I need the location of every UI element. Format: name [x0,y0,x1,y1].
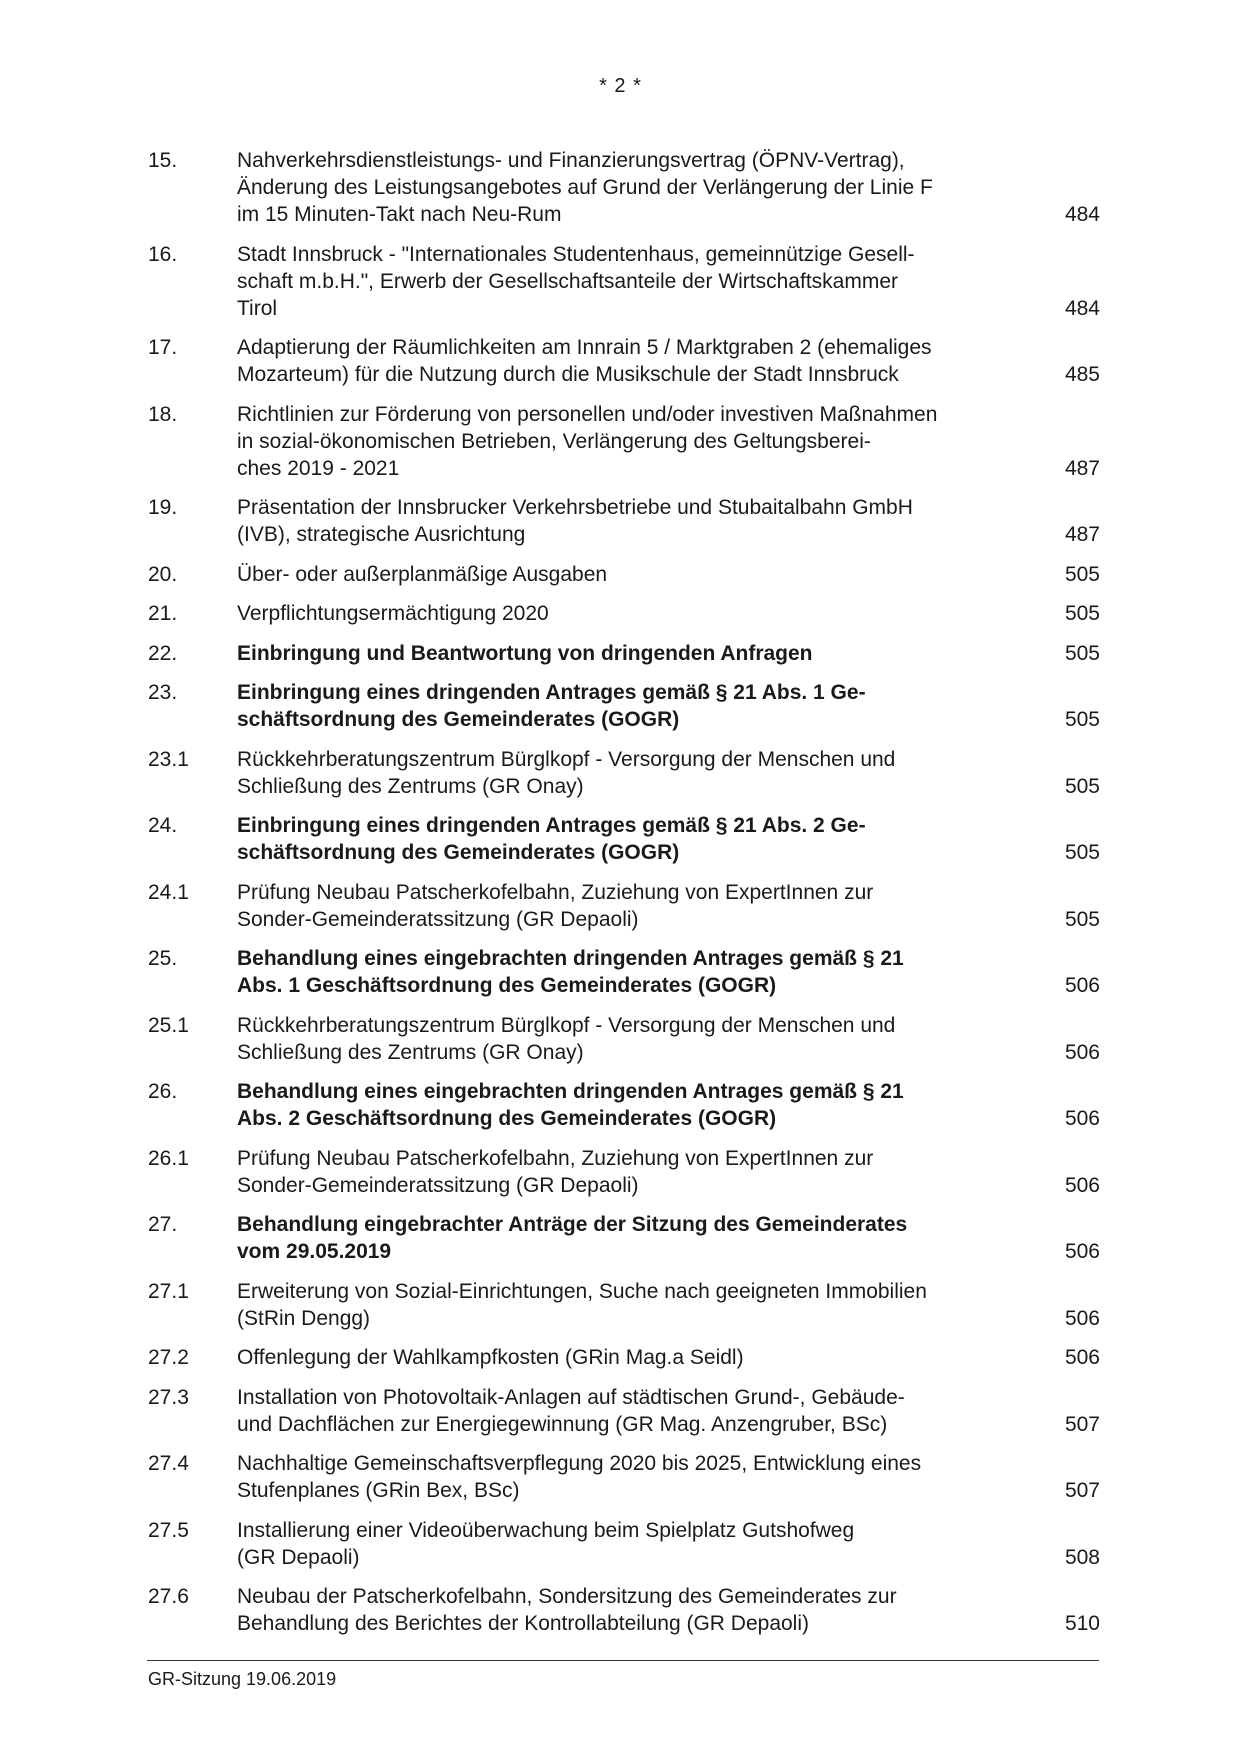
toc-entry-page: 487 [1064,523,1100,546]
toc-entry-page: 506 [1064,1173,1100,1197]
toc-entry-title [237,746,1017,800]
toc-entry-page: 505 [1064,774,1100,798]
toc-entry-title-line: Rückkehrberatungszentrum Bürglkopf - Versorgung der Menschen und [237,747,896,771]
toc-entry [148,679,1100,733]
toc-entry-title-line: Abs. 1 Geschäftsordnung des Gemeinderates (GOGR) [237,974,777,997]
toc-entry-title-line: Stufenplanes (GRin Bex, BSc) [237,1479,520,1502]
toc-entry-title-line: Einbringung eines dringenden Antrages gemäß § 21 Abs. 1 Ge- [237,681,866,704]
toc-entry-number: 25.1 [148,1013,189,1037]
toc-entry-title-line: Mozarteum) für die Nutzung durch die Musikschule der Stadt Innsbruck [237,363,899,386]
toc-entry-page: 507 [1064,1479,1100,1502]
toc-entry-number: 25. [148,947,178,970]
toc-entry [148,1145,1100,1199]
toc-entry [148,401,1100,482]
toc-entry [148,600,1100,627]
footer-session-date: GR-Sitzung 19.06.2019 [148,1669,337,1689]
toc-entry-title-line: Behandlung eingebrachter Anträge der Sitzung des Gemeinderates [237,1213,908,1236]
toc-entry-number: 26. [148,1080,178,1103]
toc-entry-title [237,1145,1017,1199]
toc-entry-number: 24. [148,814,178,837]
toc-entry [148,147,1100,228]
toc-entry-title-line: schäftsordnung des Gemeinderates (GOGR) [237,708,680,731]
toc-entry-title-line: Tirol [237,296,278,320]
toc-entry-number: 18. [148,402,178,426]
toc-entry-title [237,879,1017,933]
toc-entry-title-line: Rückkehrberatungszentrum Bürglkopf - Versorgung der Menschen und [237,1013,896,1037]
toc-entry-title-line: Präsentation der Innsbrucker Verkehrsbetriebe und Stubaitalbahn GmbH [237,496,913,519]
toc-entry-title [237,679,1017,733]
toc-entry-number: 24.1 [148,880,189,904]
toc-entry-number: 20. [148,562,178,586]
toc-entry-number: 27.3 [148,1385,189,1409]
toc-entry-number: 16. [148,242,178,266]
toc-entry-title [237,334,1017,388]
toc-entry-title-line: (GR Depaoli) [237,1545,360,1569]
toc-entry-title [237,147,1017,228]
toc-entry-page: 506 [1064,1040,1100,1064]
toc-entry-title-line: vom 29.05.2019 [237,1240,392,1263]
toc-entry-number: 27.2 [148,1346,189,1369]
toc-entry-title-line: Schließung des Zentrums (GR Onay) [237,1040,584,1064]
toc-entry [148,1078,1100,1132]
toc-entry-title-line: Behandlung des Berichtes der Kontrollabteilung (GR Depaoli) [237,1612,810,1635]
toc-entry-page: 505 [1064,602,1100,625]
toc-entry-title-line: Nachhaltige Gemeinschaftsverpflegung 2020 bis 2025, Entwicklung eines [237,1452,922,1475]
toc-entry [148,1012,1100,1066]
toc-entry-title-line: im 15 Minuten-Takt nach Neu-Rum [237,203,562,226]
toc-entry-title [237,1517,1017,1571]
toc-entry-title [237,1211,1017,1265]
toc-entry-title [237,494,1017,548]
toc-entry-title [237,945,1017,999]
toc-entry-page: 508 [1064,1545,1100,1569]
toc-entry-page: 487 [1064,456,1100,480]
toc-entry-title-line: Nahverkehrsdienstleistungs- und Finanzierungsvertrag (ÖPNV-Vertrag), [237,149,905,172]
toc-entry-number: 21. [148,602,178,625]
toc-entry-page: 506 [1064,974,1100,997]
toc-entry-title [237,1278,1017,1332]
toc-entry-title-line: Erweiterung von Sozial-Einrichtungen, Suche nach geeigneten Immobilien [237,1279,927,1303]
toc-entry [148,1211,1100,1265]
toc-entry-number: 22. [148,641,178,665]
toc-entry-title-line: Behandlung eines eingebrachten dringenden Antrages gemäß § 21 [237,1080,904,1103]
toc-entry-title-line: Über- oder außerplanmäßige Ausgaben [237,562,608,586]
toc-entry [148,1384,1100,1438]
toc-entry-number: 27.5 [148,1518,189,1542]
toc-entry-title [237,1012,1017,1066]
toc-entry [148,945,1100,999]
toc-entry-title [237,812,1017,866]
toc-entry-title-line: Installation von Photovoltaik-Anlagen auf städtischen Grund-, Gebäude- [237,1385,905,1409]
toc-entry-title [237,1344,1017,1371]
toc-entry [148,1450,1100,1504]
toc-entry-title-line: Adaptierung der Räumlichkeiten am Innrain 5 / Marktgraben 2 (ehemaliges [237,336,932,359]
toc-entry [148,746,1100,800]
toc-entry-title-line: Behandlung eines eingebrachten dringenden Antrages gemäß § 21 [237,947,904,970]
toc-entry-title-line: (StRin Dengg) [237,1306,371,1330]
toc-entry-title-line: Stadt Innsbruck - "Internationales Studentenhaus, gemeinnützige Gesell- [237,242,915,266]
toc-entry-number: 17. [148,336,178,359]
toc-entry-page: 506 [1064,1346,1100,1369]
toc-entry-page: 505 [1064,907,1100,931]
toc-entry-page: 484 [1064,203,1100,226]
toc-entry-title-line: Einbringung und Beantwortung von dringenden Anfragen [237,641,813,665]
toc-entry [148,334,1100,388]
toc-entry-title-line: schäftsordnung des Gemeinderates (GOGR) [237,841,680,864]
toc-entry [148,879,1100,933]
toc-entry-title-line: Offenlegung der Wahlkampfkosten (GRin Mag.a Seidl) [237,1346,744,1369]
toc-entry-number: 27.1 [148,1279,189,1303]
toc-entry-title-line: (IVB), strategische Ausrichtung [237,523,526,546]
toc-entry-number: 26.1 [148,1146,189,1170]
toc-entry-title [237,401,1017,482]
toc-entry-title-line: Richtlinien zur Förderung von personellen und/oder investiven Maßnahmen [237,402,938,426]
table-of-contents [148,147,1100,1650]
toc-entry-page: 484 [1064,296,1100,320]
toc-entry-number: 23.1 [148,747,189,771]
toc-entry-title [237,241,1017,322]
toc-entry-title [237,1583,1017,1637]
toc-entry-title [237,640,1017,667]
toc-entry-title-line: Prüfung Neubau Patscherkofelbahn, Zuziehung von ExpertInnen zur [237,880,874,904]
toc-entry [148,1583,1100,1637]
toc-entry-title-line: Abs. 2 Geschäftsordnung des Gemeinderates (GOGR) [237,1107,777,1130]
toc-entry [148,1278,1100,1332]
toc-entry-page: 506 [1064,1107,1100,1130]
toc-entry-page: 505 [1064,562,1100,586]
page-number: * 2 * [599,75,642,97]
toc-entry-title-line: ches 2019 - 2021 [237,456,400,480]
toc-entry-page: 505 [1064,641,1100,665]
toc-entry [148,494,1100,548]
toc-entry-number: 19. [148,496,178,519]
toc-entry [148,1517,1100,1571]
toc-entry-title-line: schaft m.b.H.", Erwerb der Gesellschaftsanteile der Wirtschaftskammer [237,269,898,293]
toc-entry [148,1344,1100,1371]
toc-entry-page: 507 [1064,1412,1100,1436]
toc-entry-title-line: Änderung des Leistungsangebotes auf Grund der Verlängerung der Linie F [237,176,933,199]
toc-entry-page: 506 [1064,1306,1100,1330]
toc-entry-title-line: Schließung des Zentrums (GR Onay) [237,774,584,798]
toc-entry [148,812,1100,866]
toc-entry-title [237,561,1017,588]
toc-entry-number: 15. [148,149,178,172]
toc-entry-page: 505 [1064,841,1100,864]
toc-entry-number: 23. [148,681,178,704]
toc-entry-title-line: Prüfung Neubau Patscherkofelbahn, Zuziehung von ExpertInnen zur [237,1146,874,1170]
toc-entry-title-line: und Dachflächen zur Energiegewinnung (GR Mag. Anzengruber, BSc) [237,1412,888,1436]
toc-entry-page: 505 [1064,708,1100,731]
toc-entry-title [237,1384,1017,1438]
toc-entry-title-line: Neubau der Patscherkofelbahn, Sondersitzung des Gemeinderates zur [237,1585,897,1608]
toc-entry-title [237,1450,1017,1504]
toc-entry-title [237,1078,1017,1132]
toc-entry-title [237,600,1017,627]
toc-entry-title-line: Verpflichtungsermächtigung 2020 [237,602,549,625]
toc-entry [148,241,1100,322]
toc-entry-title-line: Installierung einer Videoüberwachung beim Spielplatz Gutshofweg [237,1518,855,1542]
toc-entry-page: 510 [1064,1612,1100,1635]
toc-entry [148,640,1100,667]
footer-divider [147,1660,1099,1661]
toc-entry-page: 485 [1064,363,1100,386]
toc-entry-number: 27.4 [148,1452,189,1475]
toc-entry-title-line: in sozial-ökonomischen Betrieben, Verlängerung des Geltungsberei- [237,429,871,453]
toc-entry [148,561,1100,588]
toc-entry-number: 27.6 [148,1585,189,1608]
toc-entry-title-line: Einbringung eines dringenden Antrages gemäß § 21 Abs. 2 Ge- [237,814,866,837]
toc-entry-number: 27. [148,1213,178,1236]
toc-entry-page: 506 [1064,1240,1100,1263]
toc-entry-title-line: Sonder-Gemeinderatssitzung (GR Depaoli) [237,907,639,931]
toc-entry-title-line: Sonder-Gemeinderatssitzung (GR Depaoli) [237,1173,639,1197]
